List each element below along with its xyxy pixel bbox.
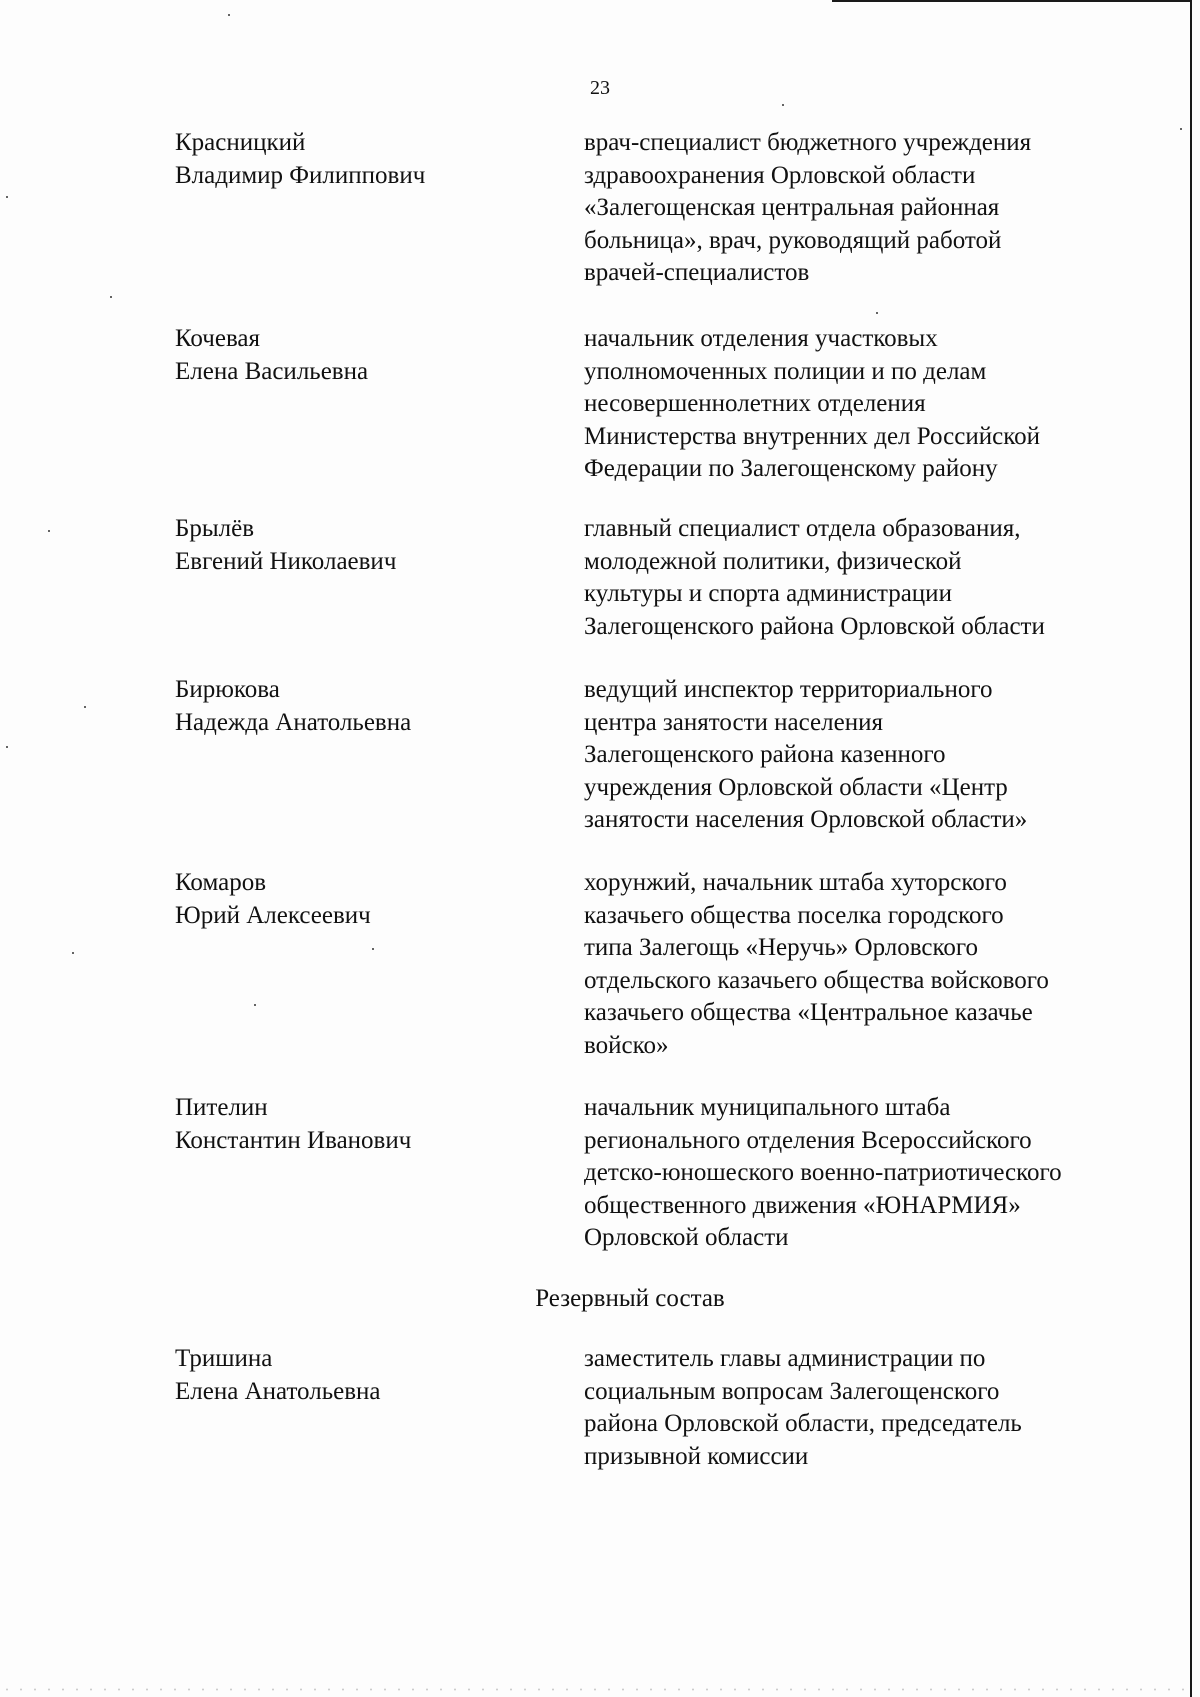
scan-dot xyxy=(1180,128,1182,130)
scan-dot xyxy=(228,14,230,16)
position-line: типа Залегощь «Неручь» Орловского xyxy=(584,934,978,961)
member-given-names: Надежда Анатольевна xyxy=(175,708,412,736)
member-name xyxy=(175,1343,555,1408)
position-line: начальник муниципального штаба xyxy=(584,1094,951,1121)
position-line: заместитель главы администрации по xyxy=(584,1345,986,1372)
member-surname: Комаров xyxy=(175,869,267,896)
position-line: здравоохранения Орловской области xyxy=(584,161,976,189)
page-number: 23 xyxy=(590,77,610,99)
position-line: центра занятости населения xyxy=(584,708,883,736)
reserve-heading: Резервный состав xyxy=(535,1285,725,1312)
scan-dot xyxy=(6,746,8,748)
position-line: общественного движения «ЮНАРМИЯ» xyxy=(584,1191,1021,1219)
member-name xyxy=(175,1092,555,1157)
scan-dot xyxy=(372,948,374,950)
position-line: отдельского казачьего общества войскового xyxy=(584,966,1049,994)
scan-speckle-row xyxy=(0,1688,1190,1691)
scan-dot xyxy=(876,312,878,314)
scan-dot xyxy=(110,296,112,298)
position-line: войско» xyxy=(584,1031,669,1059)
member-name xyxy=(175,127,555,192)
member-given-names: Евгений Николаевич xyxy=(175,547,397,575)
scan-dot xyxy=(6,196,8,198)
position-line: молодежной политики, физической xyxy=(584,547,962,575)
scan-dot xyxy=(72,952,74,954)
member-given-names: Елена Васильевна xyxy=(175,357,369,385)
position-line: детско-юношеского военно-патриотического xyxy=(584,1159,1062,1186)
position-line: больница», врач, руководящий работой xyxy=(584,226,1002,254)
position-line: занятости населения Орловской области» xyxy=(584,806,1028,833)
member-position xyxy=(584,127,1144,290)
member-position xyxy=(584,674,1144,837)
position-line: учреждения Орловской области «Центр xyxy=(584,773,1008,801)
member-given-names: Юрий Алексеевич xyxy=(175,901,371,929)
position-line: Залегощенского района Орловской области xyxy=(584,612,1045,640)
position-line: культуры и спорта администрации xyxy=(584,580,952,607)
scan-dot xyxy=(254,1004,256,1006)
member-surname: Кочевая xyxy=(175,325,261,352)
position-line: призывной комиссии xyxy=(584,1442,809,1470)
member-name xyxy=(175,323,555,388)
position-line: хорунжий, начальник штаба хуторского xyxy=(584,869,1007,896)
member-position xyxy=(584,323,1144,486)
member-name xyxy=(175,513,555,578)
position-line: социальным вопросам Залегощенского xyxy=(584,1377,1000,1405)
position-line: казачьего общества поселка городского xyxy=(584,901,1004,929)
position-line: несовершеннолетних отделения xyxy=(584,390,926,417)
member-surname: Пителин xyxy=(175,1094,268,1121)
position-line: регионального отделения Всероссийского xyxy=(584,1126,1032,1154)
member-name xyxy=(175,674,555,739)
position-line: начальник отделения участковых xyxy=(584,325,938,352)
member-surname: Тришина xyxy=(175,1345,273,1372)
scan-dot xyxy=(782,104,784,106)
member-position xyxy=(584,513,1144,643)
member-surname: Красницкий xyxy=(175,129,306,156)
position-line: врач-специалист бюджетного учреждения xyxy=(584,129,1032,156)
member-position xyxy=(584,1092,1144,1255)
member-given-names: Константин Иванович xyxy=(175,1126,412,1154)
member-surname: Бирюкова xyxy=(175,676,280,703)
position-line: уполномоченных полиции и по делам xyxy=(584,357,987,385)
member-name xyxy=(175,867,555,932)
position-line: казачьего общества «Центральное казачье xyxy=(584,999,1033,1026)
position-line: Залегощенского района казенного xyxy=(584,741,946,768)
member-given-names: Елена Анатольевна xyxy=(175,1377,381,1405)
position-line: «Залегощенская центральная районная xyxy=(584,194,1000,221)
scan-dot xyxy=(48,530,50,532)
position-line: главный специалист отдела образования, xyxy=(584,515,1021,542)
member-position xyxy=(584,1343,1144,1473)
member-given-names: Владимир Филиппович xyxy=(175,161,426,189)
position-line: Федерации по Залегощенскому району xyxy=(584,455,998,482)
position-line: Министерства внутренних дел Российской xyxy=(584,422,1040,450)
member-position xyxy=(584,867,1144,1062)
position-line: района Орловской области, председатель xyxy=(584,1410,1022,1437)
scan-edge-right xyxy=(1190,0,1192,1697)
member-surname: Брылёв xyxy=(175,515,255,542)
scan-edge-top xyxy=(832,0,1192,2)
position-line: ведущий инспектор территориального xyxy=(584,676,993,703)
position-line: Орловской области xyxy=(584,1224,789,1251)
scan-dot xyxy=(84,706,86,708)
position-line: врачей-специалистов xyxy=(584,259,810,286)
